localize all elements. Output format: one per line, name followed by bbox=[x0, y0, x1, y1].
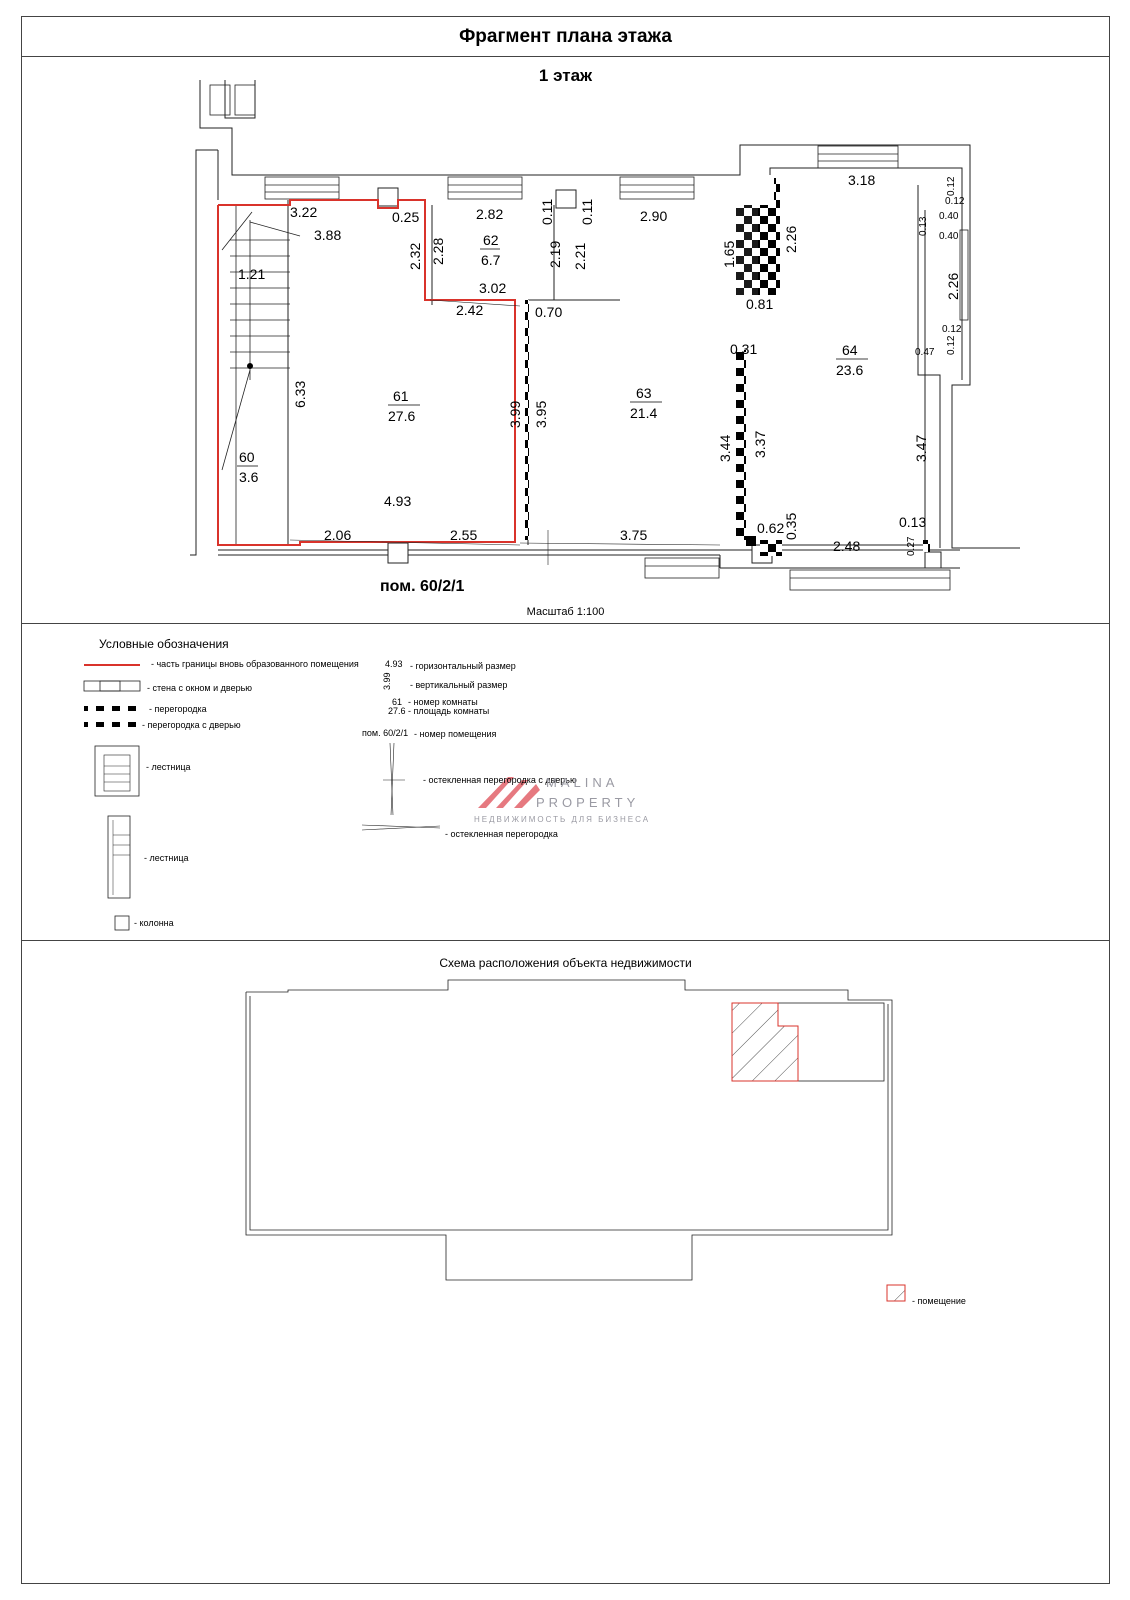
svg-text:0.70: 0.70 bbox=[535, 304, 563, 320]
legend-item: - лестница bbox=[146, 762, 191, 772]
svg-text:4.93: 4.93 bbox=[384, 493, 412, 509]
legend-item: - остекленная перегородка с дверью bbox=[423, 775, 577, 785]
svg-text:0.31: 0.31 bbox=[730, 341, 758, 357]
partition-end bbox=[746, 536, 756, 546]
scheme-premise bbox=[732, 1003, 798, 1081]
room-area: 23.6 bbox=[836, 362, 864, 378]
legend-item: - лестница bbox=[144, 853, 189, 863]
scheme-legend-swatch bbox=[887, 1285, 905, 1301]
legend-item: - колонна bbox=[134, 918, 174, 928]
svg-text:3.47: 3.47 bbox=[913, 434, 929, 462]
room-area: 6.7 bbox=[481, 252, 501, 268]
legend-item: - номер комнаты bbox=[408, 697, 478, 707]
svg-text:2.90: 2.90 bbox=[640, 208, 668, 224]
room-area: 3.6 bbox=[239, 469, 259, 485]
building-walls bbox=[190, 80, 1020, 568]
svg-text:0.27: 0.27 bbox=[906, 536, 917, 556]
svg-text:0.13: 0.13 bbox=[918, 216, 929, 236]
room-area: 21.4 bbox=[630, 405, 658, 421]
svg-text:2.21: 2.21 bbox=[572, 242, 588, 270]
scheme-outline bbox=[246, 980, 892, 1280]
legend-symbols bbox=[84, 665, 440, 930]
partition-corner bbox=[923, 540, 930, 552]
svg-text:3.75: 3.75 bbox=[620, 527, 648, 543]
partition-checker bbox=[736, 350, 746, 540]
svg-text:3.37: 3.37 bbox=[752, 430, 768, 458]
svg-text:0.11: 0.11 bbox=[539, 198, 555, 225]
svg-text:2.26: 2.26 bbox=[945, 272, 961, 300]
legend-item: - перегородка bbox=[149, 704, 207, 714]
legend-item: - номер помещения bbox=[414, 729, 497, 739]
legend-sample: 4.93 bbox=[385, 659, 403, 669]
columns bbox=[378, 188, 941, 568]
legend-item: - вертикальный размер bbox=[410, 680, 508, 690]
svg-text:3.95: 3.95 bbox=[533, 400, 549, 428]
svg-text:0.81: 0.81 bbox=[746, 296, 774, 312]
glass-partitions bbox=[290, 300, 720, 565]
svg-text:3.22: 3.22 bbox=[290, 204, 318, 220]
room-number: 60 bbox=[239, 449, 255, 465]
partition-strip bbox=[774, 178, 780, 206]
premise-label: пом. 60/2/1 bbox=[380, 578, 465, 595]
svg-text:0.25: 0.25 bbox=[392, 209, 420, 225]
legend-sample: пом. 60/2/1 bbox=[362, 728, 409, 738]
svg-text:0.35: 0.35 bbox=[783, 512, 799, 540]
page-title: Фрагмент плана этажа bbox=[459, 26, 672, 47]
legend-sample: 3.99 bbox=[382, 672, 392, 690]
svg-text:0.12: 0.12 bbox=[945, 196, 965, 207]
svg-text:0.11: 0.11 bbox=[579, 198, 595, 225]
room-number: 63 bbox=[636, 385, 652, 401]
legend-item: - остекленная перегородка bbox=[445, 829, 558, 839]
room-area: 27.6 bbox=[388, 408, 416, 424]
legend-item: - стена с окном и дверью bbox=[147, 683, 253, 693]
svg-text:6.33: 6.33 bbox=[292, 380, 308, 408]
svg-text:1.21: 1.21 bbox=[238, 266, 266, 282]
svg-text:2.19: 2.19 bbox=[547, 240, 563, 268]
watermark-line: MALINA bbox=[546, 775, 619, 790]
svg-text:2.32: 2.32 bbox=[407, 242, 423, 270]
watermark-line: PROPERTY bbox=[536, 795, 640, 810]
svg-text:1.65: 1.65 bbox=[721, 240, 737, 268]
legend-item: - часть границы вновь образованного помещения bbox=[151, 659, 359, 669]
svg-text:2.06: 2.06 bbox=[324, 527, 352, 543]
svg-text:0.12: 0.12 bbox=[946, 176, 957, 196]
svg-text:2.48: 2.48 bbox=[833, 538, 861, 554]
svg-text:0.62: 0.62 bbox=[757, 520, 785, 536]
svg-text:2.26: 2.26 bbox=[783, 225, 799, 253]
legend-title: Условные обозначения bbox=[99, 637, 229, 651]
svg-text:2.55: 2.55 bbox=[450, 527, 478, 543]
scheme-title: Схема расположения объекта недвижимости bbox=[439, 956, 692, 970]
svg-text:0.47: 0.47 bbox=[915, 347, 935, 358]
room-number: 61 bbox=[393, 388, 409, 404]
legend-item: - перегородка с дверью bbox=[142, 720, 241, 730]
svg-text:3.99: 3.99 bbox=[507, 400, 523, 428]
windows-top bbox=[210, 85, 968, 590]
scheme-legend-label: - помещение bbox=[912, 1296, 966, 1306]
legend-item: - площадь комнаты bbox=[408, 706, 490, 716]
room-number: 64 bbox=[842, 342, 858, 358]
svg-text:2.42: 2.42 bbox=[456, 302, 484, 318]
svg-text:3.18: 3.18 bbox=[848, 172, 876, 188]
legend-item: - горизонтальный размер bbox=[410, 661, 516, 671]
floor-title: 1 этаж bbox=[538, 66, 593, 85]
legend-sample: 61 bbox=[392, 697, 403, 707]
svg-text:3.88: 3.88 bbox=[314, 227, 342, 243]
svg-text:0.12: 0.12 bbox=[946, 335, 957, 355]
partition-thin bbox=[525, 300, 529, 540]
svg-text:3.02: 3.02 bbox=[479, 280, 507, 296]
svg-text:0.13: 0.13 bbox=[899, 514, 927, 530]
svg-text:0.40: 0.40 bbox=[939, 231, 959, 242]
watermark-line: НЕДВИЖИМОСТЬ ДЛЯ БИЗНЕСА bbox=[474, 815, 651, 824]
svg-text:0.40: 0.40 bbox=[939, 211, 959, 222]
svg-text:3.44: 3.44 bbox=[717, 434, 733, 462]
partition-with-door-2 bbox=[736, 205, 758, 295]
svg-text:2.82: 2.82 bbox=[476, 206, 504, 222]
partition-door-bottom bbox=[760, 540, 782, 556]
scale-label: Масштаб 1:100 bbox=[526, 606, 605, 618]
svg-text:2.28: 2.28 bbox=[430, 237, 446, 265]
premise-boundary bbox=[218, 200, 515, 545]
partition-with-door bbox=[758, 205, 780, 295]
room-number: 62 bbox=[483, 232, 499, 248]
legend-sample: 27.6 bbox=[388, 706, 406, 716]
svg-text:0.12: 0.12 bbox=[942, 324, 962, 335]
